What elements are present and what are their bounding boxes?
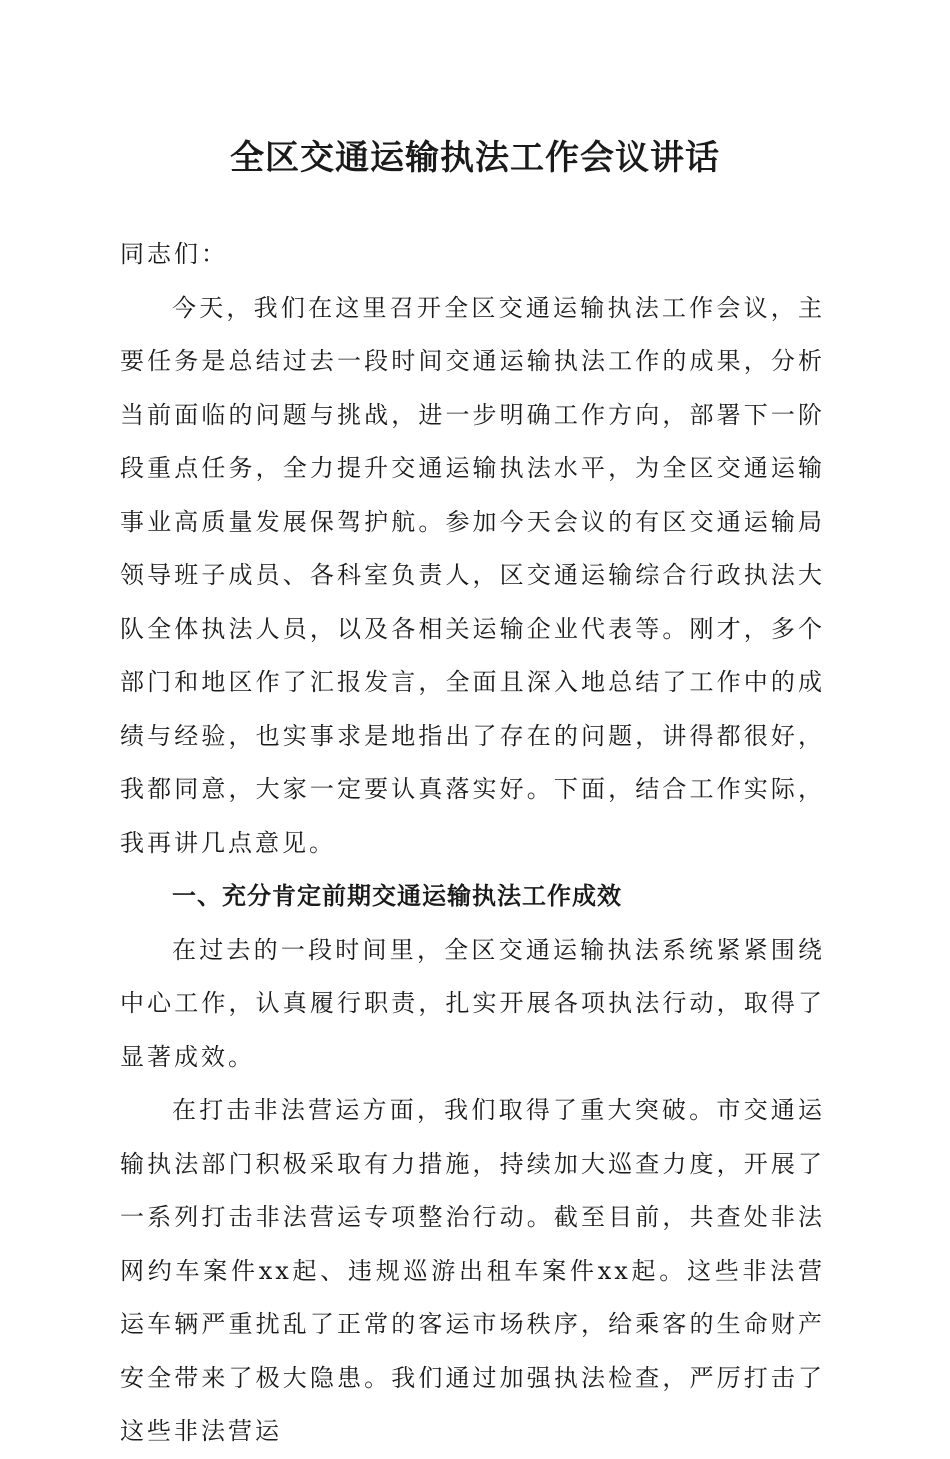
paragraph-illegal-operations: 在打击非法营运方面，我们取得了重大突破。市交通运输执法部门积极采取有力措施，持续加大巡查力度，开展了一系列打击非法营运专项整治行动。截至目前，共查处非法网约车案件xx起、违规巡游出租车案件xx起。这些非法营运车辆严重扰乱了正常的客运市场秩序，给乘客的生命财产安全带来了极大隐患。我们通过加强执法检查，严厉打击了这些非法营运	[120, 1096, 825, 1445]
document-title: 全区交通运输执法工作会议讲话	[230, 138, 720, 178]
paragraph-opening: 今天，我们在这里召开全区交通运输执法工作会议，主要任务是总结过去一段时间交通运输执法工作的成果，分析当前面临的问题与挑战，进一步明确工作方向，部署下一阶段重点任务，全力提升交通运输执法水平，为全区交通运输事业高质量发展保驾护航。参加今天会议的有区交通运输局领导班子成员、各科室负责人，区交通运输综合行政执法大队全体执法人员，以及各相关运输企业代表等。刚才，多个部门和地区作了汇报发言，全面且深入地总结了工作中的成绩与经验，也实事求是地指出了存在的问题，讲得都很好，我都同意，大家一定要认真落实好。下面，结合工作实际，我再讲几点意见。	[120, 293, 825, 857]
salutation: 同志们：	[120, 240, 228, 268]
section-heading-1: 一、充分肯定前期交通运输执法工作成效	[172, 882, 622, 910]
document-body	[120, 228, 825, 1459]
paragraph-achievements-intro: 在过去的一段时间里，全区交通运输执法系统紧紧围绕中心工作，认真履行职责，扎实开展各项执法行动，取得了显著成效。	[120, 935, 825, 1071]
